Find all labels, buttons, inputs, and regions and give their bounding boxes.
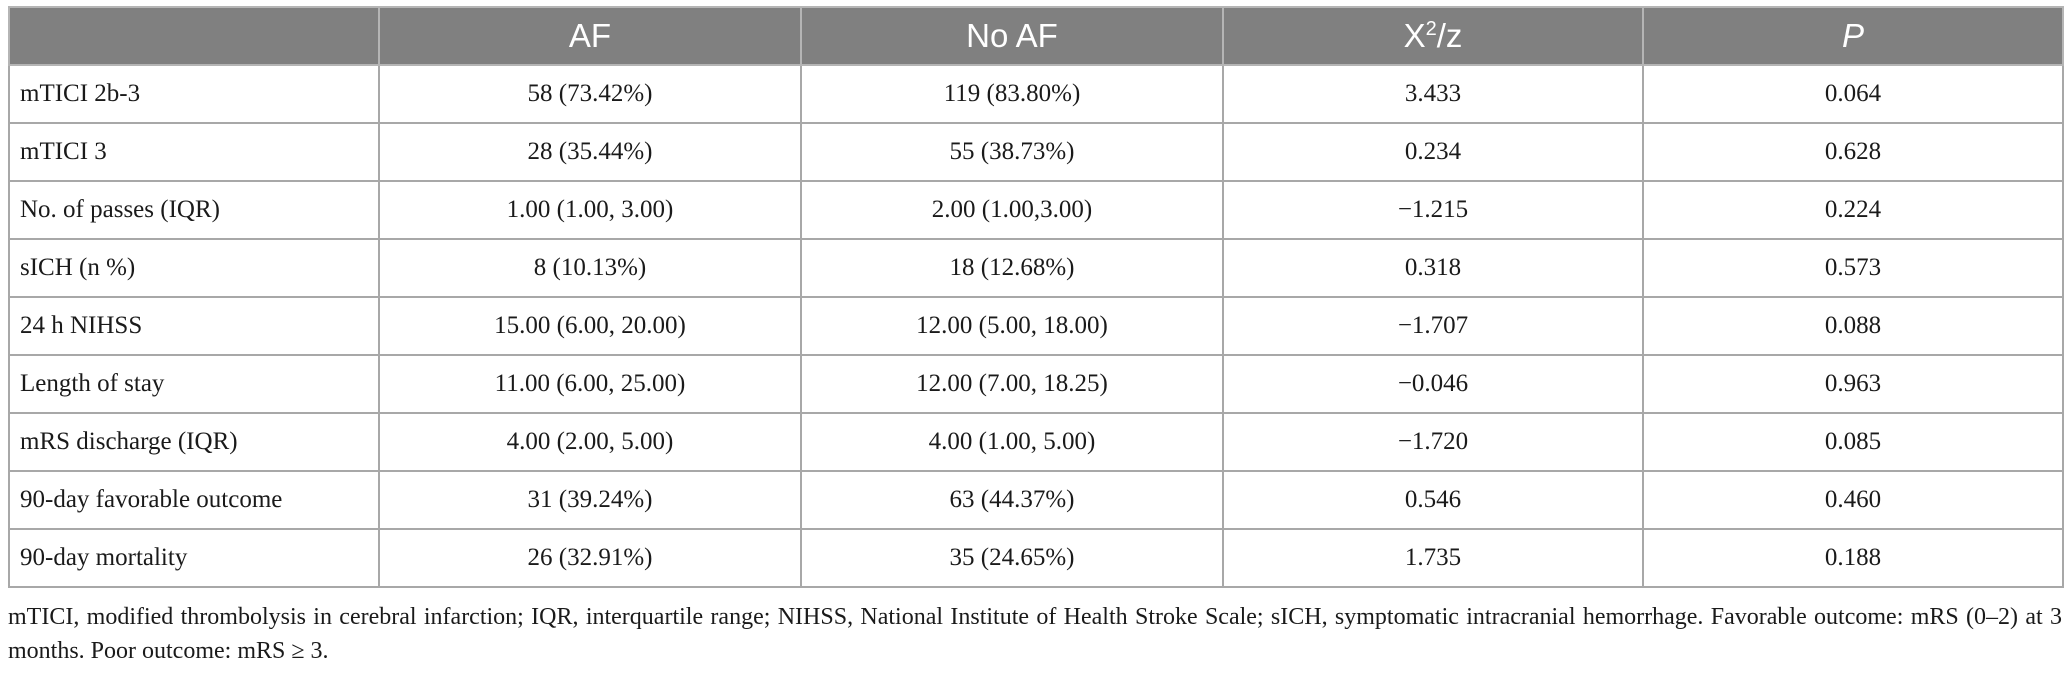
header-p-value: P: [1643, 7, 2063, 65]
cell-no-af: 63 (44.37%): [801, 471, 1223, 529]
cell-af: 31 (39.24%): [379, 471, 801, 529]
header-blank: [9, 7, 379, 65]
header-statistic-superscript: 2: [1425, 18, 1437, 40]
table-header: [9, 7, 2063, 65]
cell-af: 28 (35.44%): [379, 123, 801, 181]
cell-statistic: −1.707: [1223, 297, 1643, 355]
cell-p-value: 0.085: [1643, 413, 2063, 471]
cell-statistic: 3.433: [1223, 65, 1643, 123]
cell-af: 4.00 (2.00, 5.00): [379, 413, 801, 471]
cell-af: 58 (73.42%): [379, 65, 801, 123]
row-label: sICH (n %): [9, 239, 379, 297]
row-label: mRS discharge (IQR): [9, 413, 379, 471]
cell-p-value: 0.224: [1643, 181, 2063, 239]
row-label: 90-day mortality: [9, 529, 379, 587]
cell-p-value: 0.573: [1643, 239, 2063, 297]
row-label: 90-day favorable outcome: [9, 471, 379, 529]
table-row: [9, 529, 2063, 587]
cell-statistic: −1.215: [1223, 181, 1643, 239]
cell-no-af: 2.00 (1.00,3.00): [801, 181, 1223, 239]
cell-no-af: 55 (38.73%): [801, 123, 1223, 181]
cell-statistic: 1.735: [1223, 529, 1643, 587]
cell-af: 26 (32.91%): [379, 529, 801, 587]
table-row: [9, 239, 2063, 297]
table-row: [9, 413, 2063, 471]
cell-statistic: 0.546: [1223, 471, 1643, 529]
cell-p-value: 0.188: [1643, 529, 2063, 587]
cell-p-value: 0.064: [1643, 65, 2063, 123]
table-row: [9, 471, 2063, 529]
results-table: [8, 6, 2064, 588]
cell-statistic: −1.720: [1223, 413, 1643, 471]
cell-p-value: 0.628: [1643, 123, 2063, 181]
header-statistic: [1223, 7, 1643, 65]
cell-statistic: 0.318: [1223, 239, 1643, 297]
table-row: [9, 355, 2063, 413]
row-label: No. of passes (IQR): [9, 181, 379, 239]
table-footnote: mTICI, modified thrombolysis in cerebral infarction; IQR, interquartile range; NIHSS, National Institute of Health Stroke Scale; sICH, symptomatic intracranial hemorrhage. Favorable outcome: mRS (0–2) at 3 months. Poor outcome: mRS ≥ 3.: [8, 604, 2062, 664]
cell-af: 15.00 (6.00, 20.00): [379, 297, 801, 355]
cell-af: 8 (10.13%): [379, 239, 801, 297]
cell-no-af: 12.00 (5.00, 18.00): [801, 297, 1223, 355]
row-label: Length of stay: [9, 355, 379, 413]
table-row: [9, 297, 2063, 355]
results-table-container: [8, 6, 2062, 588]
table-body: [9, 65, 2063, 587]
cell-statistic: −0.046: [1223, 355, 1643, 413]
row-label: 24 h NIHSS: [9, 297, 379, 355]
header-af: AF: [379, 7, 801, 65]
header-statistic-rest: /z: [1436, 17, 1463, 54]
header-no-af: No AF: [801, 7, 1223, 65]
cell-p-value: 0.460: [1643, 471, 2063, 529]
header-row: [9, 7, 2063, 65]
table-row: [9, 123, 2063, 181]
header-statistic-base: X: [1403, 17, 1426, 54]
row-label: mTICI 2b-3: [9, 65, 379, 123]
cell-no-af: 4.00 (1.00, 5.00): [801, 413, 1223, 471]
cell-no-af: 18 (12.68%): [801, 239, 1223, 297]
cell-statistic: 0.234: [1223, 123, 1643, 181]
cell-no-af: 119 (83.80%): [801, 65, 1223, 123]
cell-no-af: 35 (24.65%): [801, 529, 1223, 587]
cell-no-af: 12.00 (7.00, 18.25): [801, 355, 1223, 413]
cell-p-value: 0.088: [1643, 297, 2063, 355]
row-label: mTICI 3: [9, 123, 379, 181]
cell-p-value: 0.963: [1643, 355, 2063, 413]
table-row: [9, 65, 2063, 123]
cell-af: 1.00 (1.00, 3.00): [379, 181, 801, 239]
cell-af: 11.00 (6.00, 25.00): [379, 355, 801, 413]
table-row: [9, 181, 2063, 239]
